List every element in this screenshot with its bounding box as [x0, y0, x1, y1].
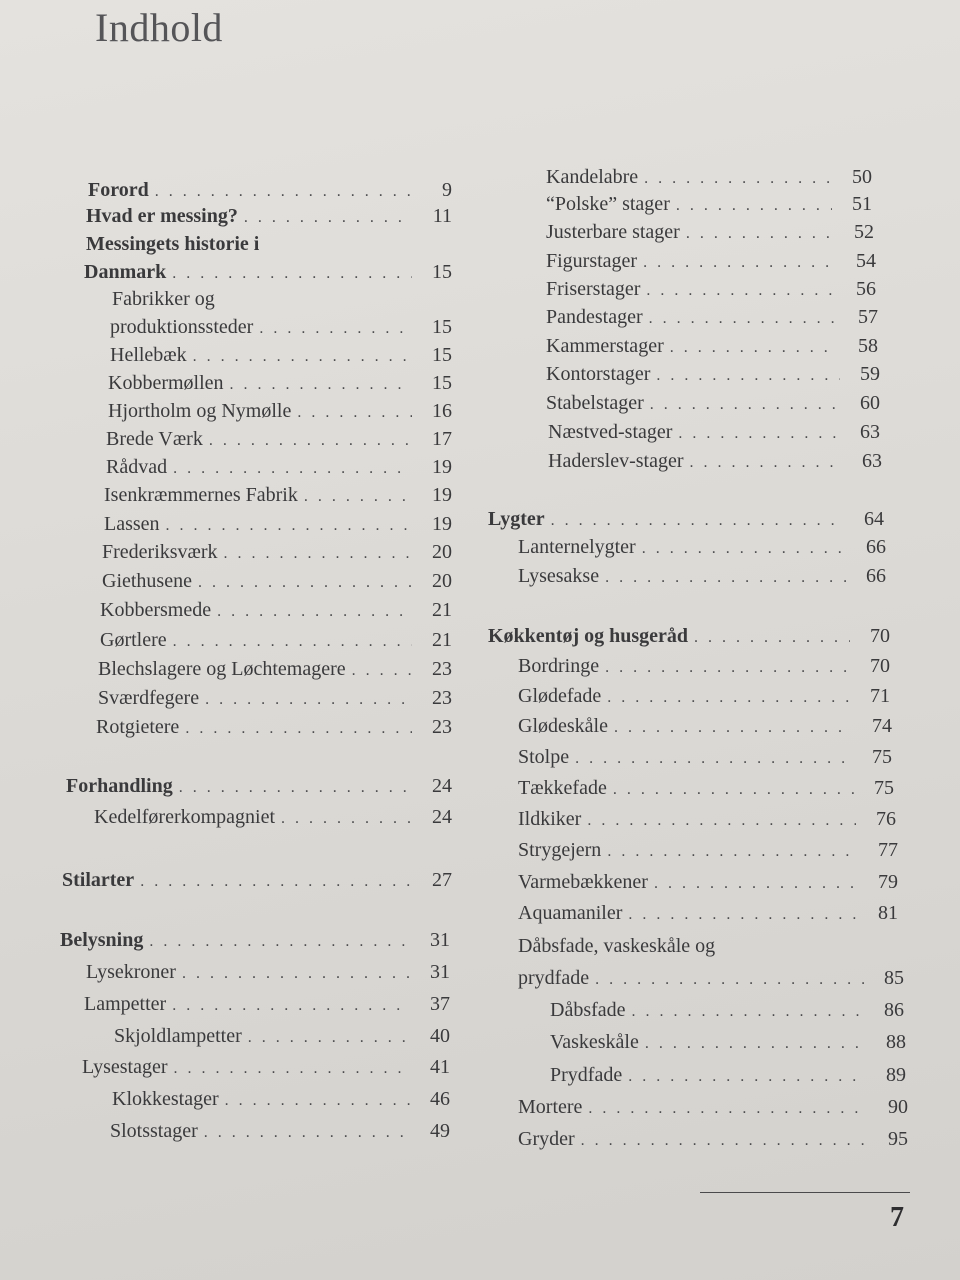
toc-left-entry-label: Messingets historie i — [86, 233, 260, 255]
toc-right-entry — [546, 247, 876, 275]
entry-page-number: 66 — [866, 536, 886, 558]
entry-label: Friserstager — [546, 278, 641, 300]
toc-right-entry — [518, 964, 904, 992]
entry-label: Rotgietere — [96, 716, 180, 738]
entry-label: Tækkefade — [518, 777, 607, 799]
entry-label: “Polske” stager — [546, 193, 670, 215]
entry-page-number: 56 — [856, 278, 876, 300]
toc-right-entry — [550, 1028, 906, 1056]
toc-right-entry — [488, 622, 890, 650]
entry-label: Lassen — [104, 513, 160, 535]
entry-page-number: 57 — [858, 306, 878, 328]
entry-label: Kontorstager — [546, 363, 651, 385]
entry-label: Mortere — [518, 1096, 583, 1118]
toc-right-entry — [518, 836, 898, 864]
entry-page-number: 70 — [870, 625, 890, 647]
entry-label: Kobbermøllen — [108, 372, 224, 394]
entry-label: Hellebæk — [110, 344, 187, 366]
entry-label: Prydfade — [550, 1064, 623, 1086]
entry-page-number: 21 — [432, 599, 452, 621]
entry-page-number: 85 — [884, 967, 904, 989]
toc-right-entry-label: Dåbsfade, vaskeskåle og — [518, 935, 716, 957]
leader-dots — [588, 1095, 868, 1123]
entry-label: Pandestager — [546, 306, 643, 328]
leader-dots — [605, 654, 850, 682]
entry-label: Giethusene — [102, 570, 192, 592]
entry-label: Lampetter — [84, 993, 167, 1015]
entry-page-number: 50 — [852, 166, 872, 188]
toc-right-entry — [518, 1125, 908, 1153]
entry-page-number: 79 — [878, 871, 898, 893]
entry-label: Lysekroner — [86, 961, 176, 983]
entry-label: Stabelstager — [546, 392, 644, 414]
entry-page-number: 70 — [870, 655, 890, 677]
toc-right-entry — [548, 418, 880, 446]
entry-label: Glødeskåle — [518, 715, 608, 737]
entry-page-number: 54 — [856, 250, 876, 272]
toc-right-entry — [518, 712, 892, 740]
entry-label: Justerbare stager — [546, 221, 680, 243]
entry-page-number: 16 — [432, 400, 452, 422]
entry-label: Blechslagere og Løchtemagere — [98, 658, 346, 680]
entry-page-number: 88 — [886, 1031, 906, 1053]
entry-page-number: 15 — [432, 372, 452, 394]
entry-label: prydfade — [518, 967, 590, 989]
entry-page-number: 75 — [872, 746, 892, 768]
leader-dots — [628, 1063, 866, 1091]
entry-label: Hjortholm og Nymølle — [108, 400, 292, 422]
entry-page-number: 40 — [430, 1025, 450, 1047]
toc-right-entry — [546, 389, 880, 417]
toc-right-entry — [518, 805, 896, 833]
entry-page-number: 89 — [886, 1064, 906, 1086]
entry-page-number: 81 — [878, 902, 898, 924]
entry-page-number: 77 — [878, 839, 898, 861]
entry-page-number: 19 — [432, 513, 452, 535]
entry-label: Lygter — [488, 508, 545, 530]
entry-label: Varmebækkener — [518, 871, 648, 893]
leader-dots — [551, 507, 844, 535]
leader-dots — [645, 1030, 866, 1058]
leader-dots — [694, 624, 850, 652]
entry-page-number: 52 — [854, 221, 874, 243]
entry-label: Stilarter — [62, 869, 135, 891]
entry-label: Gørtlere — [100, 629, 167, 651]
leader-dots — [613, 776, 854, 804]
entry-label: Næstved-stager — [548, 421, 673, 443]
entry-page-number: 59 — [860, 363, 880, 385]
entry-label: Rådvad — [106, 456, 168, 478]
entry-label: Aquamaniler — [518, 902, 623, 924]
entry-page-number: 15 — [432, 316, 452, 338]
leader-dots — [614, 714, 852, 742]
entry-label: Dåbsfade — [550, 999, 626, 1021]
entry-label: Glødefade — [518, 685, 602, 707]
entry-page-number: 63 — [860, 421, 880, 443]
leader-dots — [670, 334, 838, 362]
entry-page-number: 63 — [862, 450, 882, 472]
entry-page-number: 46 — [430, 1088, 450, 1110]
leader-dots — [632, 998, 864, 1026]
entry-page-number: 66 — [866, 565, 886, 587]
entry-label: Lysestager — [82, 1056, 168, 1078]
entry-page-number: 95 — [888, 1128, 908, 1150]
leader-dots — [649, 305, 838, 333]
entry-page-number: 86 — [884, 999, 904, 1021]
toc-right-entry — [548, 447, 882, 475]
toc-right-entry — [546, 275, 876, 303]
leader-dots — [678, 420, 840, 448]
leader-dots — [628, 901, 858, 929]
entry-label: Frederiksværk — [102, 541, 218, 563]
leader-dots — [656, 362, 840, 390]
entry-page-number: 24 — [432, 806, 452, 828]
entry-label: Danmark — [84, 261, 167, 283]
entry-page-number: 23 — [432, 658, 452, 680]
leader-dots — [587, 807, 856, 835]
leader-dots — [595, 966, 864, 994]
toc-right-entry — [546, 303, 878, 331]
entry-page-number: 20 — [432, 541, 452, 563]
entry-label: Gryder — [518, 1128, 575, 1150]
entry-label: Hvad er messing? — [86, 205, 238, 227]
entry-label: Forord — [88, 179, 149, 201]
entry-label: Køkkentøj og husgeråd — [488, 625, 689, 647]
leader-dots — [644, 165, 832, 193]
leader-dots — [643, 249, 836, 277]
entry-page-number: 37 — [430, 993, 450, 1015]
toc-right-entry — [546, 360, 880, 388]
entry-label: Lanternelygter — [518, 536, 636, 558]
entry-label: Strygejern — [518, 839, 602, 861]
toc-right-entry — [550, 996, 904, 1024]
entry-page-number: 21 — [432, 629, 452, 651]
entry-page-number: 27 — [432, 869, 452, 891]
entry-label: produktionssteder — [110, 316, 254, 338]
entry-page-number: 74 — [872, 715, 892, 737]
entry-page-number: 71 — [870, 685, 890, 707]
toc-right-entry — [518, 1093, 908, 1121]
toc-right-entry — [488, 505, 884, 533]
page-number: 7 — [890, 1202, 904, 1233]
leader-dots — [686, 220, 834, 248]
entry-page-number: 9 — [442, 179, 452, 201]
leader-dots — [646, 277, 836, 305]
entry-label: Figurstager — [546, 250, 638, 272]
entry-page-number: 64 — [864, 508, 884, 530]
leader-dots — [607, 838, 858, 866]
entry-page-number: 15 — [432, 344, 452, 366]
entry-page-number: 19 — [432, 484, 452, 506]
entry-label: Belysning — [60, 929, 144, 951]
leader-dots — [676, 192, 832, 220]
leader-dots — [607, 684, 850, 712]
entry-page-number: 76 — [876, 808, 896, 830]
page-title: Indhold — [95, 5, 223, 50]
entry-label: Bordringe — [518, 655, 600, 677]
leader-dots — [650, 391, 840, 419]
entry-page-number: 20 — [432, 570, 452, 592]
toc-left-entry-label: Fabrikker og — [112, 288, 215, 310]
entry-label: Kedelførerkompagniet — [94, 806, 276, 828]
entry-page-number: 51 — [852, 193, 872, 215]
entry-label: Brede Værk — [106, 428, 203, 450]
entry-label: Vaskeskåle — [550, 1031, 639, 1053]
entry-label: Kammerstager — [546, 335, 664, 357]
toc-right-entry — [550, 1061, 906, 1089]
toc-right-entry — [518, 652, 890, 680]
entry-page-number: 19 — [432, 456, 452, 478]
entry-page-number: 23 — [432, 716, 452, 738]
entry-label: Skjoldlampetter — [114, 1025, 242, 1047]
entry-page-number: 90 — [888, 1096, 908, 1118]
entry-page-number: 15 — [432, 261, 452, 283]
entry-page-number: 41 — [430, 1056, 450, 1078]
entry-page-number: 24 — [432, 775, 452, 797]
entry-label: Haderslev-stager — [548, 450, 684, 472]
footer-rule — [700, 1192, 910, 1193]
entry-label: Isenkræmmernes Fabrik — [104, 484, 298, 506]
toc-right-entry — [546, 218, 874, 246]
leader-dots — [581, 1127, 868, 1155]
entry-page-number: 31 — [430, 929, 450, 951]
toc-right-entry — [518, 562, 886, 590]
entry-page-number: 49 — [430, 1120, 450, 1142]
entry-label: Stolpe — [518, 746, 570, 768]
entry-label: Slotsstager — [110, 1120, 198, 1142]
entry-page-number: 60 — [860, 392, 880, 414]
leader-dots — [642, 535, 846, 563]
entry-label: Kobbersmede — [100, 599, 212, 621]
entry-page-number: 23 — [432, 687, 452, 709]
entry-label: Klokkestager — [112, 1088, 219, 1110]
entry-label: Lysesakse — [518, 565, 600, 587]
entry-label: Ildkiker — [518, 808, 582, 830]
entry-page-number: 11 — [432, 205, 452, 227]
toc-right-entry — [518, 774, 894, 802]
toc-right-entry — [546, 190, 872, 218]
leader-dots — [575, 745, 852, 773]
toc-right-entry — [518, 743, 892, 771]
toc-right-entry — [518, 533, 886, 561]
toc-right-entry — [546, 332, 878, 360]
leader-dots — [605, 564, 846, 592]
toc-right-entry — [546, 163, 872, 191]
entry-page-number: 75 — [874, 777, 894, 799]
leader-dots — [690, 449, 843, 477]
entry-page-number: 17 — [432, 428, 452, 450]
entry-page-number: 58 — [858, 335, 878, 357]
entry-page-number: 31 — [430, 961, 450, 983]
entry-label: Forhandling — [66, 775, 173, 797]
toc-right-entry — [518, 868, 898, 896]
entry-label: Kandelabre — [546, 166, 639, 188]
entry-label: Sværdfegere — [98, 687, 200, 709]
leader-dots — [654, 870, 858, 898]
toc-right-entry — [518, 682, 890, 710]
toc-right-entry — [518, 899, 898, 927]
